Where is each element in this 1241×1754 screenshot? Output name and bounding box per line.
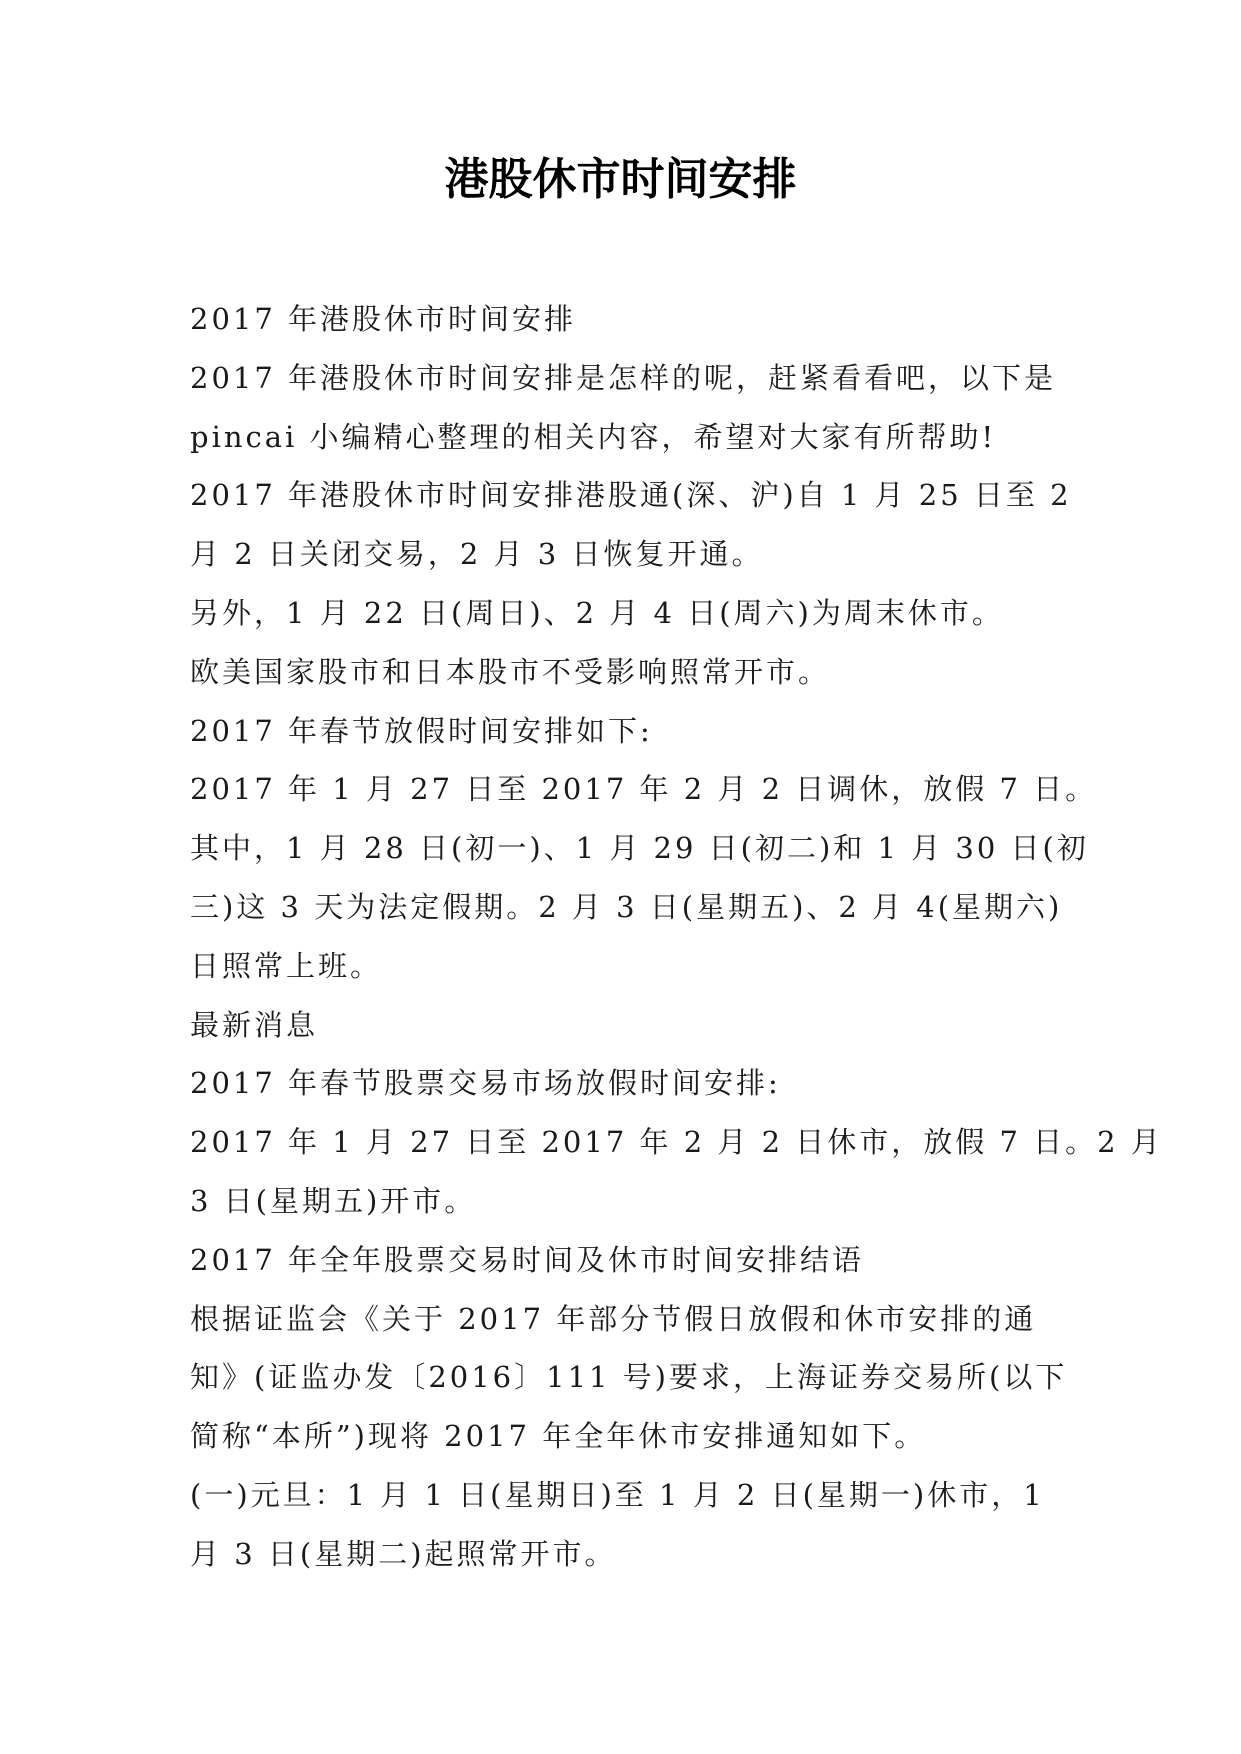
text-line: 2017 年全年股票交易时间及休市时间安排结语 (190, 1242, 865, 1277)
text-line: (一)元旦：1 月 1 日(星期日)至 1 月 2 日(星期一)休市，1 (190, 1477, 1045, 1512)
document-body (190, 290, 1163, 1584)
text-line: 3 日(星期五)开市。 (190, 1183, 477, 1218)
text-line: 2017 年港股休市时间安排港股通(深、沪)自 1 月 25 日至 2 (190, 478, 1072, 513)
text-line: 2017 年港股休市时间安排 (190, 302, 577, 336)
text-line: 最新消息 (190, 1007, 319, 1042)
text-line: 2017 年 1 月 27 日至 2017 年 2 月 2 日调休，放假 7 日。 (190, 772, 1098, 807)
text-line: 根据证监会《关于 2017 年部分节假日放假和休市安排的通 (190, 1301, 1037, 1336)
text-line: 2017 年 1 月 27 日至 2017 年 2 月 2 日休市，放假 7 日。2 月 (190, 1125, 1163, 1160)
text-line: 2017 年港股休市时间安排是怎样的呢，赶紧看看吧，以下是 (190, 360, 1057, 395)
text-line: 月 3 日(星期二)起照常开市。 (190, 1536, 617, 1571)
text-line: 欧美国家股市和日本股市不受影响照常开市。 (190, 654, 831, 689)
text-line: 其中，1 月 28 日(初一)、1 月 29 日(初二)和 1 月 30 日(初 (190, 831, 1089, 866)
text-line: 三)这 3 天为法定假期。2 月 3 日(星期五)、2 月 4(星期六) (190, 889, 1063, 924)
text-line: 简称“本所”)现将 2017 年全年休市安排通知如下。 (190, 1419, 927, 1454)
text-line: 另外，1 月 22 日(周日)、2 月 4 日(周六)为周末休市。 (190, 595, 1004, 630)
text-line: pincai 小编精心整理的相关内容，希望对大家有所帮助! (190, 419, 997, 454)
text-line: 月 2 日关闭交易，2 月 3 日恢复开通。 (190, 537, 764, 572)
text-line: 2017 年春节放假时间安排如下: (190, 713, 653, 748)
text-line: 2017 年春节股票交易市场放假时间安排: (190, 1066, 781, 1101)
text-line: 日照常上班。 (190, 948, 383, 983)
text-line: 知》(证监办发〔2016〕111 号)要求，上海证券交易所(以下 (190, 1360, 1068, 1395)
document-title: 港股休市时间安排 (444, 154, 797, 205)
